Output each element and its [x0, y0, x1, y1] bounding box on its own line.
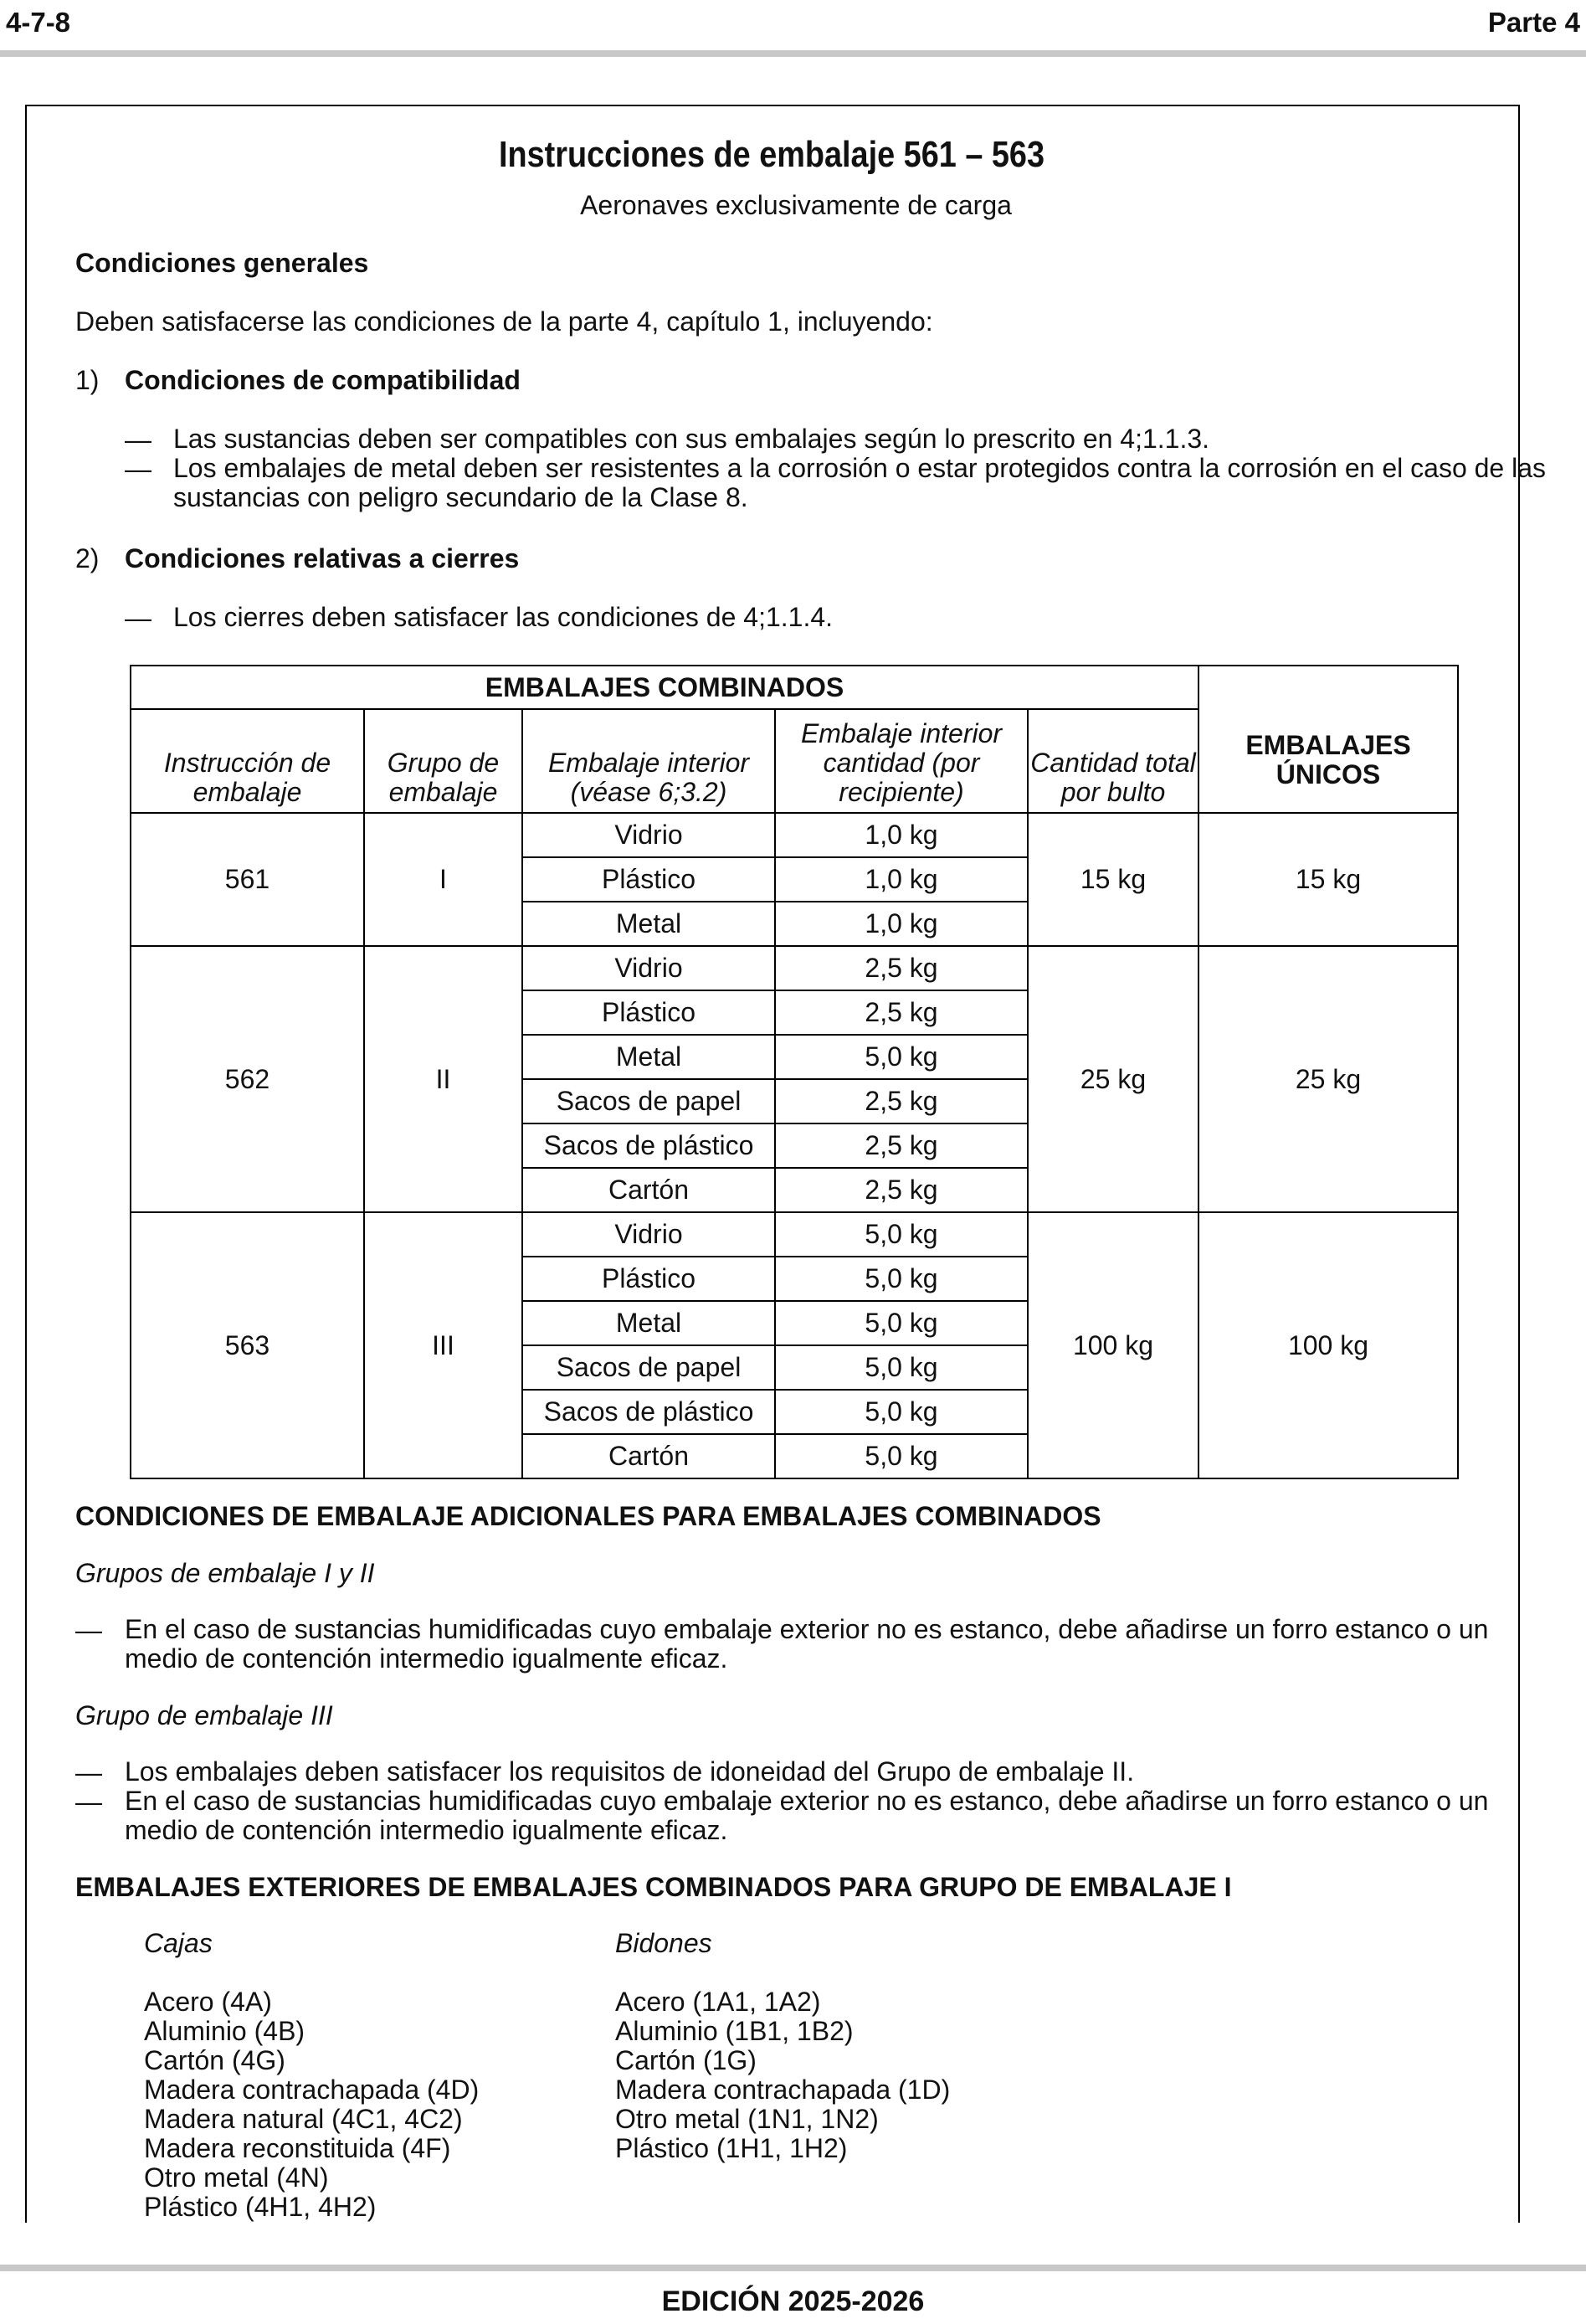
- single-cell: 100 kg: [1198, 1212, 1458, 1478]
- inner-qty-cell: 2,5 kg: [775, 1168, 1028, 1212]
- item1-point-text: Las sustancias deben ser compatibles con sus embalajes según lo prescrito en 4;1.1.3.: [173, 424, 1210, 454]
- group3-point-text: En el caso de sustancias humidificadas cuyo embalaje exterior no es estanco, debe añadirse un forro estanco o un medio de contención intermedio igualmente eficaz.: [125, 1786, 1489, 1845]
- dash-mark: —: [125, 603, 151, 633]
- inner-qty-cell: 1,0 kg: [775, 813, 1028, 857]
- inner-qty-cell: 2,5 kg: [775, 1123, 1028, 1168]
- edition-footer: EDICIÓN 2025-2026: [661, 2285, 925, 2317]
- dash-mark: —: [75, 1757, 102, 1787]
- additional-heading: CONDICIONES DE EMBALAJE ADICIONALES PARA EMBALAJES COMBINADOS: [75, 1501, 1101, 1531]
- page-number: 4-7-8: [6, 7, 71, 38]
- inner-qty-cell: 5,0 kg: [775, 1212, 1028, 1257]
- column-header-instruction: Instrucción de embalaje: [131, 709, 364, 813]
- group-cell: I: [364, 813, 522, 946]
- item1-point-text: Los embalajes de metal deben ser resistentes a la corrosión o estar protegidos contra la corrosión en el caso de las sustancias con peligro secundario de la Clase 8.: [173, 453, 1547, 512]
- inner-type-cell: Vidrio: [522, 813, 775, 857]
- table-row: [131, 813, 1458, 857]
- list-item: Aluminio (4B): [144, 2016, 305, 2046]
- item2-number: 2): [75, 543, 100, 573]
- dash-mark: —: [75, 1615, 102, 1645]
- inner-type-cell: Sacos de papel: [522, 1079, 775, 1123]
- header-rule: [0, 50, 1586, 57]
- general-intro: Deben satisfacerse las condiciones de la parte 4, capítulo 1, incluyendo:: [75, 306, 933, 337]
- inner-type-cell: Sacos de plástico: [522, 1123, 775, 1168]
- part-label: Parte 4: [1487, 7, 1580, 38]
- inner-type-cell: Vidrio: [522, 946, 775, 990]
- list-item: Madera contrachapada (1D): [615, 2075, 951, 2105]
- document-frame: [25, 105, 1547, 2223]
- inner-type-cell: Vidrio: [522, 1212, 775, 1257]
- group12-heading: Grupos de embalaje I y II: [75, 1558, 375, 1588]
- inner-qty-cell: 5,0 kg: [775, 1257, 1028, 1301]
- group-cell: III: [364, 1212, 522, 1478]
- item1-number: 1): [75, 365, 100, 395]
- total-cell: 25 kg: [1028, 946, 1198, 1212]
- inner-type-cell: Metal: [522, 1301, 775, 1345]
- column-header-total: Cantidad total por bulto: [1028, 709, 1198, 813]
- inner-qty-cell: 5,0 kg: [775, 1434, 1028, 1478]
- boxes-heading: Cajas: [144, 1928, 213, 1958]
- single-packagings-header: EMBALAJES ÚNICOS: [1198, 666, 1458, 813]
- item2-title: Condiciones relativas a cierres: [125, 543, 520, 573]
- list-item: Acero (1A1, 1A2): [615, 1987, 821, 2017]
- inner-qty-cell: 2,5 kg: [775, 1079, 1028, 1123]
- list-item: Madera natural (4C1, 4C2): [144, 2104, 463, 2134]
- list-item: Plástico (4H1, 4H2): [144, 2192, 377, 2222]
- column-header-inner: Embalaje interior (véase 6;3.2): [522, 709, 775, 813]
- column-header-inner-qty: Embalaje interior cantidad (por recipiente): [775, 709, 1028, 813]
- dash-mark: —: [75, 1787, 102, 1817]
- drums-heading: Bidones: [615, 1928, 712, 1958]
- dash-mark: —: [125, 454, 151, 484]
- list-item: Plástico (1H1, 1H2): [615, 2133, 848, 2163]
- page-header: [0, 0, 1586, 59]
- list-item: Aluminio (1B1, 1B2): [615, 2016, 854, 2046]
- instruction-cell: 563: [131, 1212, 364, 1478]
- boxes-list: [144, 1929, 479, 2222]
- inner-qty-cell: 2,5 kg: [775, 990, 1028, 1035]
- footer-rule: [0, 2265, 1586, 2271]
- inner-qty-cell: 2,5 kg: [775, 946, 1028, 990]
- inner-qty-cell: 5,0 kg: [775, 1035, 1028, 1079]
- page-subtitle: Aeronaves exclusivamente de carga: [580, 190, 1012, 220]
- inner-type-cell: Metal: [522, 1035, 775, 1079]
- group12-point-text: En el caso de sustancias humidificadas cuyo embalaje exterior no es estanco, debe añadirse un forro estanco o un medio de contención intermedio igualmente eficaz.: [125, 1614, 1489, 1674]
- combined-packagings-header: EMBALAJES COMBINADOS: [131, 666, 1198, 709]
- inner-type-cell: Metal: [522, 902, 775, 946]
- inner-qty-cell: 1,0 kg: [775, 902, 1028, 946]
- table-row: [131, 946, 1458, 990]
- table-row: [131, 1212, 1458, 1257]
- column-header-group: Grupo de embalaje: [364, 709, 522, 813]
- single-cell: 15 kg: [1198, 813, 1458, 946]
- total-cell: 15 kg: [1028, 813, 1198, 946]
- total-cell: 100 kg: [1028, 1212, 1198, 1478]
- instruction-cell: 561: [131, 813, 364, 946]
- outer-heading: EMBALAJES EXTERIORES DE EMBALAJES COMBINADOS PARA GRUPO DE EMBALAJE I: [75, 1872, 1232, 1902]
- page-title: Instrucciones de embalaje 561 – 563: [498, 134, 1045, 175]
- list-item: Madera reconstituida (4F): [144, 2133, 451, 2163]
- list-item: Otro metal (4N): [144, 2162, 329, 2193]
- list-item: Otro metal (1N1, 1N2): [615, 2104, 879, 2134]
- drums-list: [615, 1929, 950, 2163]
- inner-type-cell: Plástico: [522, 990, 775, 1035]
- group3-heading: Grupo de embalaje III: [75, 1700, 333, 1730]
- inner-type-cell: Cartón: [522, 1434, 775, 1478]
- inner-qty-cell: 5,0 kg: [775, 1390, 1028, 1434]
- inner-type-cell: Plástico: [522, 857, 775, 902]
- inner-qty-cell: 1,0 kg: [775, 857, 1028, 902]
- list-item: Acero (4A): [144, 1987, 272, 2017]
- general-heading: Condiciones generales: [75, 248, 369, 278]
- packing-table: [130, 665, 1459, 1479]
- group-cell: II: [364, 946, 522, 1212]
- item1-title: Condiciones de compatibilidad: [125, 365, 521, 395]
- list-item: Cartón (4G): [144, 2045, 285, 2075]
- instruction-cell: 562: [131, 946, 364, 1212]
- inner-qty-cell: 5,0 kg: [775, 1301, 1028, 1345]
- item2-point-text: Los cierres deben satisfacer las condiciones de 4;1.1.4.: [173, 602, 834, 632]
- list-item: Madera contrachapada (4D): [144, 2075, 480, 2105]
- inner-type-cell: Cartón: [522, 1168, 775, 1212]
- group3-point-text: Los embalajes deben satisfacer los requisitos de idoneidad del Grupo de embalaje II.: [125, 1756, 1135, 1787]
- single-cell: 25 kg: [1198, 946, 1458, 1212]
- inner-qty-cell: 5,0 kg: [775, 1345, 1028, 1390]
- inner-type-cell: Sacos de papel: [522, 1345, 775, 1390]
- list-item: Cartón (1G): [615, 2045, 757, 2075]
- inner-type-cell: Plástico: [522, 1257, 775, 1301]
- inner-type-cell: Sacos de plástico: [522, 1390, 775, 1434]
- dash-mark: —: [125, 424, 151, 455]
